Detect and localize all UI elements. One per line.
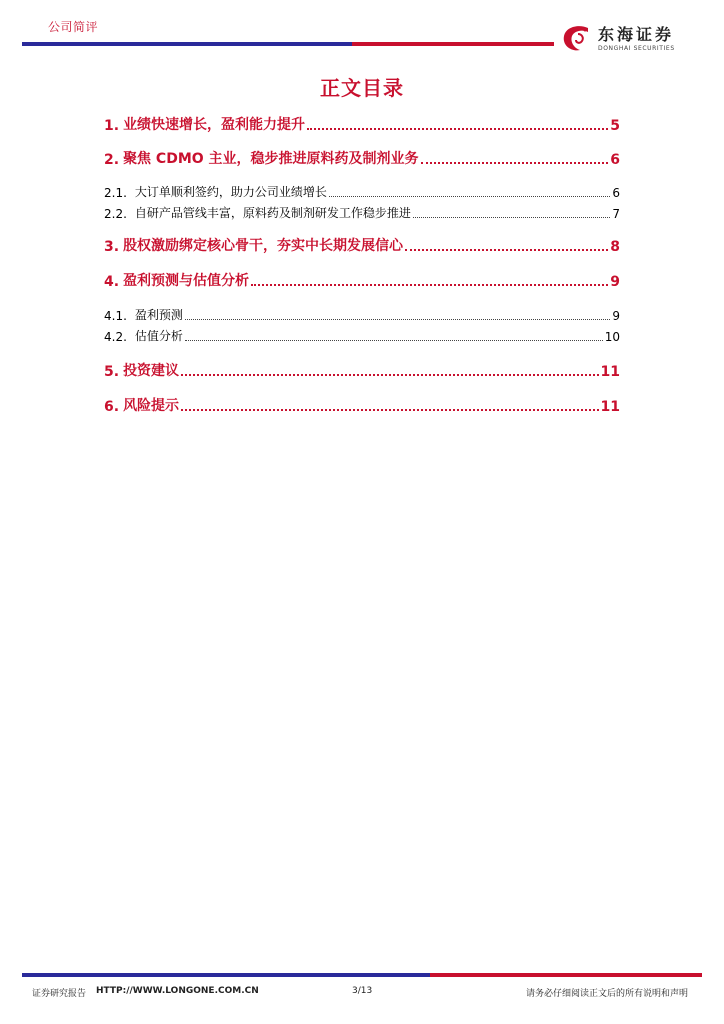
toc-leader-dots xyxy=(251,284,608,286)
toc-entry[interactable] xyxy=(104,362,620,380)
footer-website-link[interactable]: HTTP://WWW.LONGONE.COM.CN xyxy=(96,986,259,996)
toc-entry-page: 7 xyxy=(612,207,620,221)
toc-entry-page: 6 xyxy=(610,152,620,168)
toc-entry-page: 8 xyxy=(610,239,620,255)
toc-entry-label: 业绩快速增长，盈利能力提升 xyxy=(123,117,306,133)
footer-divider xyxy=(22,973,702,977)
toc-entry-page: 10 xyxy=(604,330,620,344)
logo-english-name: DONGHAI SECURITIES xyxy=(598,44,675,52)
toc-leader-dots xyxy=(181,409,598,411)
dragon-logo-icon xyxy=(558,22,594,56)
toc-entry[interactable] xyxy=(104,397,620,415)
toc-entry-label: 大订单顺利签约，助力公司业绩增长 xyxy=(134,185,327,199)
toc-entry-label: 投资建议 xyxy=(123,363,180,379)
toc-entry-label: 股权激励绑定核心骨干，夯实中长期发展信心 xyxy=(123,238,404,254)
toc-leader-dots xyxy=(307,128,608,130)
toc-entry-number: 3. xyxy=(104,239,120,255)
toc-entry[interactable] xyxy=(104,116,620,134)
toc-leader-dots xyxy=(405,249,608,251)
header-divider xyxy=(22,42,554,46)
logo-chinese-name: 东海证券 xyxy=(598,24,675,44)
toc-entry-page: 9 xyxy=(612,309,620,323)
toc-entry-number: 2. xyxy=(104,152,120,168)
toc-subentry[interactable] xyxy=(104,329,620,344)
toc-leader-dots xyxy=(185,340,603,341)
toc-entry-label: 估值分析 xyxy=(134,329,183,343)
toc-entry-label: 聚焦 CDMO 主业，稳步推进原料药及制剂业务 xyxy=(123,151,419,167)
toc-entry-label: 风险提示 xyxy=(123,398,180,414)
toc-entry-number: 4. xyxy=(104,274,120,290)
toc-entry-label: 盈利预测与估值分析 xyxy=(123,273,250,289)
toc-entry-number: 1. xyxy=(104,118,120,134)
toc-leader-dots xyxy=(329,196,610,197)
company-logo xyxy=(558,22,708,56)
toc-entry-number: 2.2. xyxy=(104,207,127,221)
toc-entry-number: 4.1. xyxy=(104,309,127,323)
toc-entry[interactable] xyxy=(104,237,620,255)
toc-title: 正文目录 xyxy=(320,76,404,100)
footer-page-number: 3/13 xyxy=(352,986,373,996)
toc-entry-label: 盈利预测 xyxy=(134,308,183,322)
toc-entry-number: 5. xyxy=(104,364,120,380)
toc-subentry[interactable] xyxy=(104,185,620,200)
toc-entry-page: 5 xyxy=(610,118,620,134)
toc-entry[interactable] xyxy=(104,150,620,168)
report-type-tag: 公司简评 xyxy=(48,20,99,34)
toc-entry-page: 6 xyxy=(612,186,620,200)
toc-leader-dots xyxy=(181,374,598,376)
toc-entry-page: 9 xyxy=(610,274,620,290)
toc-entry-label: 自研产品管线丰富，原料药及制剂研发工作稳步推进 xyxy=(134,206,411,220)
toc-entry-number: 6. xyxy=(104,399,120,415)
toc-subentry[interactable] xyxy=(104,308,620,323)
footer-disclaimer: 请务必仔细阅读正文后的所有说明和声明 xyxy=(525,989,688,999)
footer-report-type: 证券研究报告 xyxy=(32,989,87,999)
toc-leader-dots xyxy=(421,162,609,164)
toc-entry-number: 2.1. xyxy=(104,186,127,200)
toc-entry[interactable] xyxy=(104,272,620,290)
toc-entry-number: 4.2. xyxy=(104,330,127,344)
toc-entry-page: 11 xyxy=(600,399,620,415)
toc-entry-page: 11 xyxy=(600,364,620,380)
toc-leader-dots xyxy=(185,319,610,320)
toc-leader-dots xyxy=(413,217,610,218)
toc-subentry[interactable] xyxy=(104,206,620,221)
